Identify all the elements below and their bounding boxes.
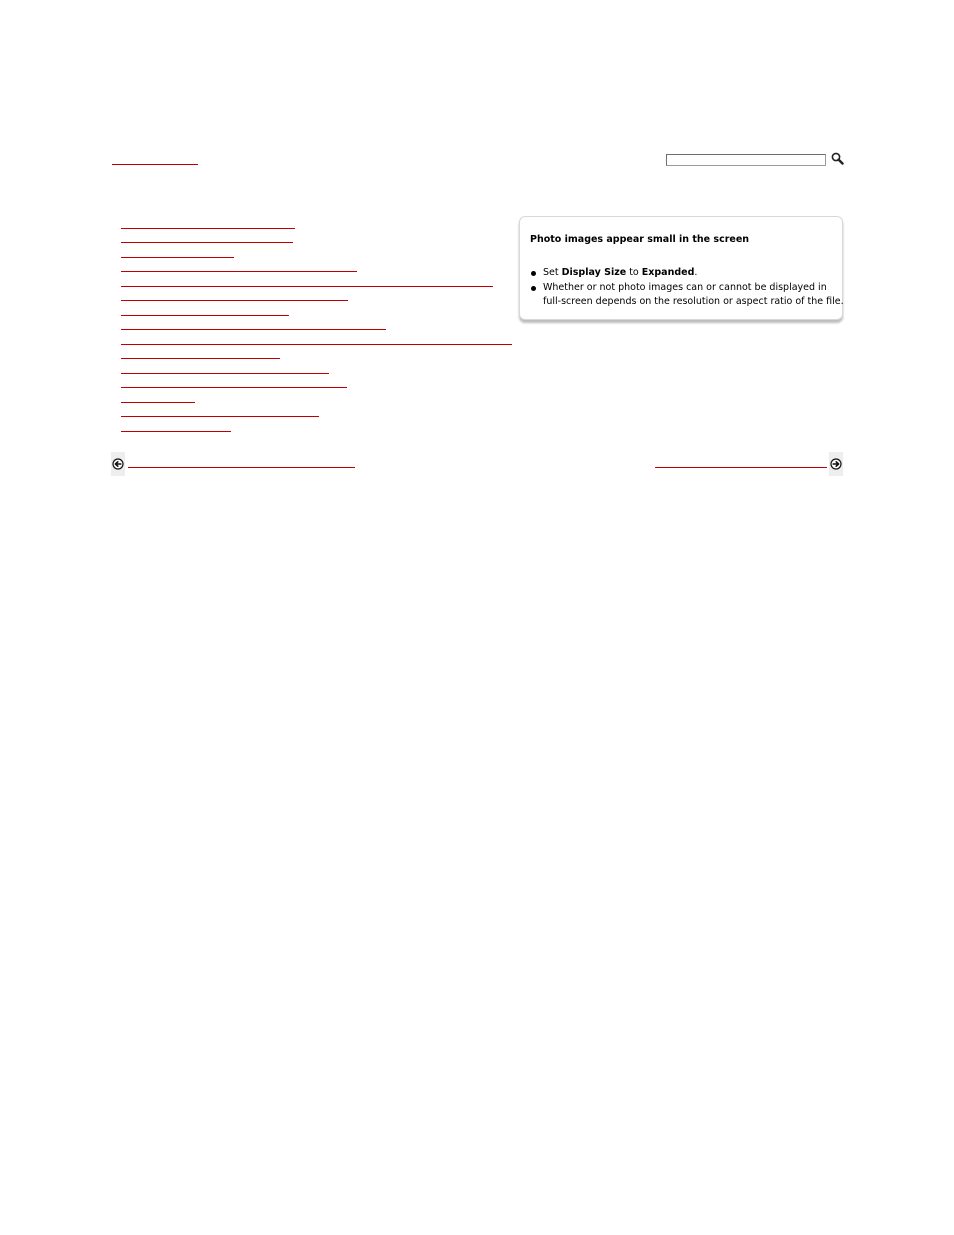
tip-item-text: Set Display Size to Expanded. [543, 267, 698, 278]
next-page-button[interactable] [829, 452, 843, 476]
topic-link[interactable] [121, 344, 512, 345]
tip-item [530, 281, 844, 310]
next-page-link[interactable] [655, 467, 827, 468]
topic-link[interactable] [121, 431, 231, 432]
tip-item [530, 266, 832, 281]
search-button[interactable] [830, 152, 844, 166]
top-breadcrumb-link[interactable] [112, 164, 198, 165]
search-icon [831, 152, 844, 165]
search-input[interactable] [666, 154, 826, 166]
topic-link[interactable] [121, 271, 357, 272]
previous-page-link[interactable] [128, 467, 355, 468]
topic-link[interactable] [121, 416, 319, 417]
previous-page-button[interactable] [111, 452, 125, 476]
topic-link[interactable] [121, 387, 347, 388]
tip-box [519, 216, 843, 320]
topic-link[interactable] [121, 329, 386, 330]
topic-link[interactable] [121, 300, 348, 301]
tip-list [530, 266, 844, 310]
bullet-icon [531, 271, 536, 276]
tip-title: Photo images appear small in the screen [530, 234, 750, 245]
tip-item-text: Whether or not photo images can or cannot be displayed in [543, 281, 827, 293]
arrow-left-circle-icon [112, 458, 124, 470]
topic-link[interactable] [121, 242, 293, 243]
topic-link[interactable] [121, 373, 329, 374]
bullet-icon [531, 286, 536, 291]
tip-item-text: full-screen depends on the resolution or aspect ratio of the file. [543, 296, 844, 307]
topic-link[interactable] [121, 257, 234, 258]
topic-link[interactable] [121, 402, 195, 403]
topic-link[interactable] [121, 358, 280, 359]
topic-link[interactable] [121, 315, 289, 316]
topic-link[interactable] [121, 286, 493, 287]
topic-link[interactable] [121, 228, 295, 229]
arrow-right-circle-icon [830, 458, 842, 470]
